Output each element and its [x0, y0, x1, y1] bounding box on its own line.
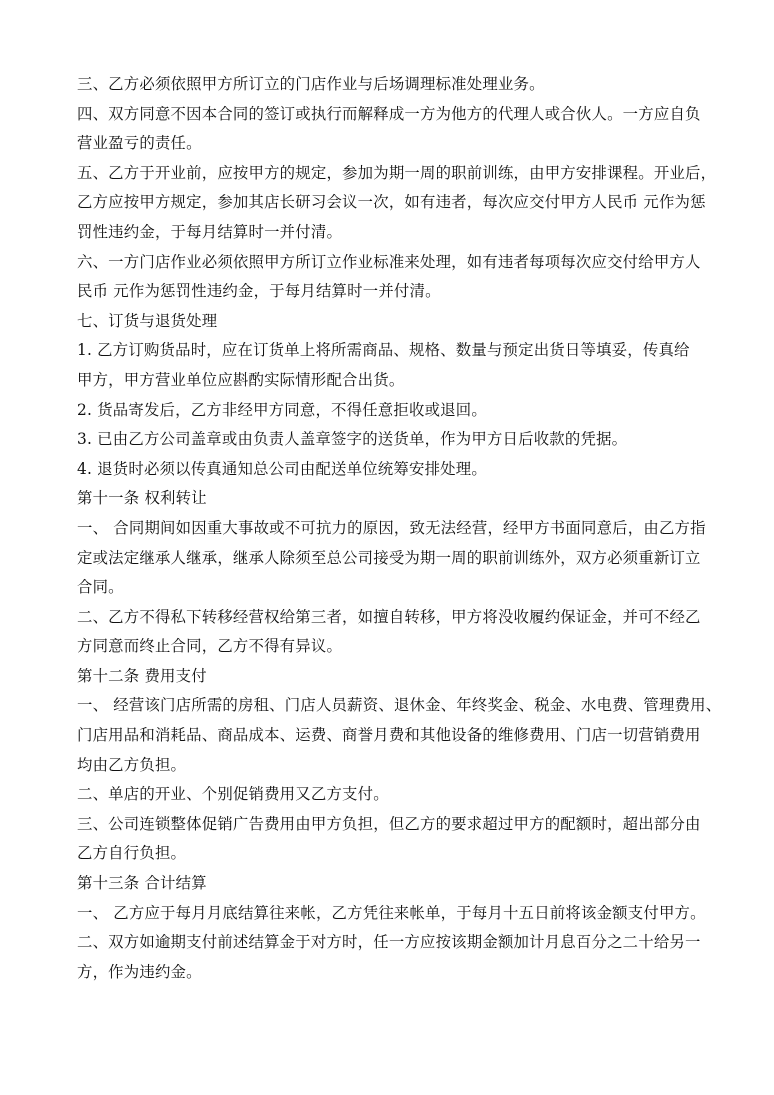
text-line: 乙方自行负担。 — [77, 844, 187, 863]
article-heading: 第十二条 费用支付 — [77, 666, 207, 685]
text-line: 方，作为违约金。 — [77, 962, 202, 981]
article-heading: 第十三条 合计结算 — [77, 874, 207, 893]
text-line: 2. 货品寄发后，乙方非经甲方同意，不得任意拒收或退回。 — [77, 400, 487, 419]
document-body — [77, 70, 722, 987]
text-line: 一、 合同期间如因重大事故或不可抗力的原因，致无法经营，经甲方书面同意后，由乙方指 — [77, 518, 706, 537]
section-heading: 七、订货与退货处理 — [77, 311, 218, 330]
text-line: 罚性违约金，于每月结算时一并付清。 — [77, 222, 343, 241]
text-line: 合同。 — [77, 578, 124, 597]
text-line: 三、公司连锁整体促销广告费用由甲方负担，但乙方的要求超过甲方的配额时，超出部分由 — [77, 814, 701, 833]
text-line: 六、一方门店作业必须依照甲方所订立作业标准来处理，如有违者每项每次应交付给甲方人 — [77, 252, 701, 271]
text-line: 一、 乙方应于每月月底结算往来帐，乙方凭往来帐单，于每月十五日前将该金额支付甲方。 — [77, 903, 706, 922]
text-line: 三、乙方必须依照甲方所订立的门店作业与后场调理标准处理业务。 — [77, 75, 545, 93]
text-line: 门店用品和消耗品、商品成本、运费、商誉月费和其他设备的维修费用、门店一切营销费用 — [77, 726, 701, 745]
text-line: 甲方，甲方营业单位应斟酌实际情形配合出货。 — [77, 370, 405, 389]
text-line: 营业盈亏的责任。 — [77, 134, 202, 153]
text-line: 乙方应按甲方规定，参加其店长研习会议一次，如有违者，每次应交付甲方人民币 元作为惩 — [77, 193, 706, 212]
text-line: 4. 退货时必须以传真通知总公司由配送单位统筹安排处理。 — [77, 459, 487, 478]
text-line: 民币 元作为惩罚性违约金，于每月结算时一并付清。 — [77, 282, 441, 301]
article-heading: 第十一条 权利转让 — [77, 489, 207, 508]
text-line: 方同意而终止合同，乙方不得有异议。 — [77, 637, 343, 656]
text-line: 五、乙方于开业前，应按甲方的规定，参加为期一周的职前训练，由甲方安排课程。开业后， — [77, 163, 717, 182]
text-line: 二、单店的开业、个别促销费用又乙方支付。 — [77, 785, 389, 804]
text-line: 一、 经营该门店所需的房租、门店人员薪资、退休金、年终奖金、税金、水电费、管理费用、 — [77, 696, 722, 715]
text-line: 定或法定继承人继承，继承人除须至总公司接受为期一周的职前训练外，双方必须重新订立 — [77, 548, 701, 567]
text-line: 3. 已由乙方公司盖章或由负责人盖章签字的送货单，作为甲方日后收款的凭据。 — [77, 430, 628, 449]
text-line: 1. 乙方订购货品时，应在订货单上将所需商品、规格、数量与预定出货日等填妥，传真给 — [77, 341, 690, 360]
text-line: 四、双方同意不因本合同的签订或执行而解释成一方为他方的代理人或合伙人。一方应自负 — [77, 104, 701, 123]
text-line: 二、双方如逾期支付前述结算金于对方时，任一方应按该期金额加计月息百分之二十给另一 — [77, 933, 701, 952]
text-line: 均由乙方负担。 — [77, 755, 187, 774]
text-line: 二、乙方不得私下转移经营权给第三者，如擅自转移，甲方将没收履约保证金，并可不经乙 — [77, 607, 701, 626]
